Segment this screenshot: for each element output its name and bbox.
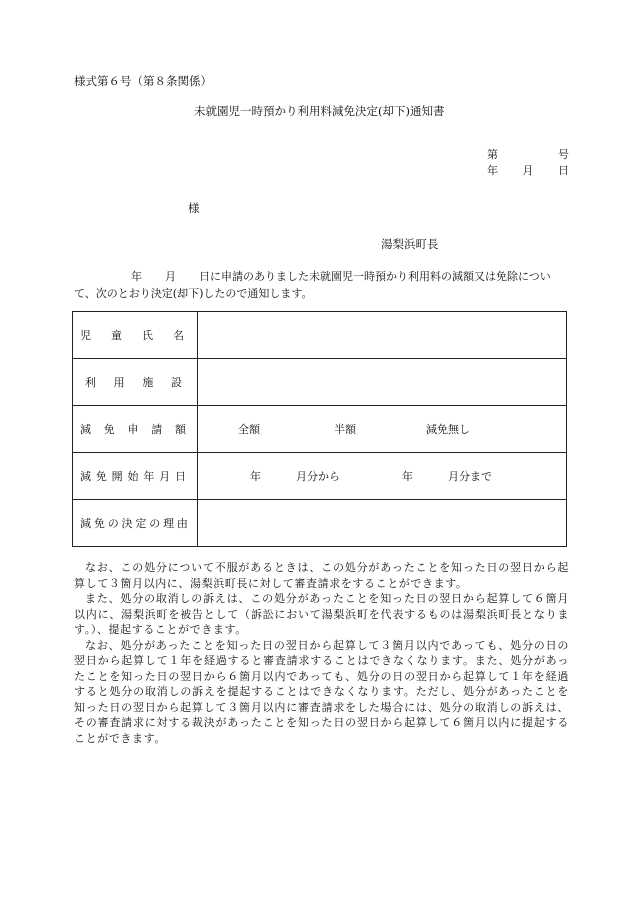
intro-year: 年: [131, 270, 142, 283]
doc-number-gou: 号: [558, 148, 569, 161]
period-value: [198, 453, 567, 500]
period-year-to: 年: [402, 470, 413, 483]
note-paragraph-appeal: なお、この処分について不服があるときは、この処分があったことを知った日の翌日から起算して３箇月以内に、湯梨浜町長に対して審査請求をすることができます。: [74, 561, 569, 590]
child-name-label: 児 童 氏 名: [73, 312, 198, 359]
table-row-reduction: [73, 406, 567, 453]
date-month: 月: [522, 164, 534, 177]
form-number: 様式第６号（第８条関係）: [74, 74, 212, 88]
decision-table: [72, 311, 567, 547]
intro-text: 日に申請のありました未就園児一時預かり利用料の減額又は免除について、次のとおり決定(却下)したので通知します。: [74, 270, 551, 300]
option-half: 半額: [334, 423, 356, 436]
appeal-notes: [74, 560, 569, 746]
table-row-start: [73, 453, 567, 500]
option-full: 全額: [238, 423, 260, 436]
option-none: 減免無し: [426, 423, 470, 436]
period-year-from: 年: [250, 470, 261, 483]
addressee-honorific: 様: [188, 201, 200, 215]
issue-date: [487, 162, 569, 178]
start-date-label: 減 免 開 始 年 月 日: [73, 453, 198, 500]
date-year: 年: [487, 164, 498, 177]
table-row-facility: [73, 359, 567, 406]
note-paragraph-lawsuit: また、処分の取消しの訴えは、この処分があったことを知った日の翌日から起算して６箇月以内に、湯梨浜町を被告として（訴訟において湯梨浜町を代表するものは湯梨浜町長となります。）、提起することができます。: [74, 592, 569, 636]
facility-label: 利 用 施 設: [73, 359, 198, 406]
issuer-name: 湯梨浜町長: [381, 237, 439, 251]
intro-month: 月: [165, 270, 176, 283]
reason-label: 減 免 の 決 定 の 理 由: [73, 500, 198, 547]
reduction-label: 減 免 申 請 額: [73, 406, 198, 453]
intro-paragraph: [74, 268, 569, 302]
note-paragraph-deadline: なお、処分があったことを知った日の翌日から起算して３箇月以内であっても、処分の日の翌日から起算して１年を経過すると審査請求することはできなくなります。また、処分があったことを知った日の翌日から６箇月以内であっても、処分の日の翌日から起算して１年を経過すると処分の取消しの訴えを提起することはできなくなります。ただし、処分があったことを知った日の翌日から起算して３箇月以内に審査請求をした場合には、処分の取消しの訴えは、その審査請求に対する裁決があったことを知った日の翌日から起算して６箇月以内に提起することができます。: [74, 638, 569, 745]
document-number: [487, 146, 569, 162]
reduction-options: [198, 406, 567, 453]
child-name-value: [198, 312, 567, 359]
date-day: 日: [558, 164, 569, 177]
reason-value: [198, 500, 567, 547]
table-row-child-name: [73, 312, 567, 359]
document-title: 未就園児一時預かり利用料減免決定(却下)通知書: [194, 104, 445, 118]
doc-number-dai: 第: [487, 148, 498, 161]
period-month-to: 月分まで: [448, 470, 492, 483]
table-row-reason: [73, 500, 567, 547]
period-month-from: 月分から: [296, 470, 340, 483]
facility-value: [198, 359, 567, 406]
